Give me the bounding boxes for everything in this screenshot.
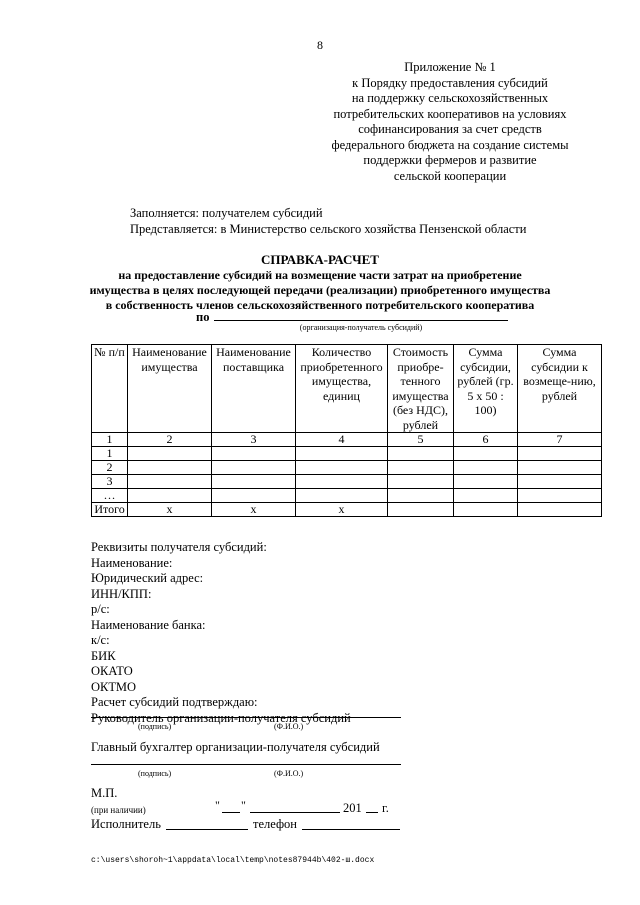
col-header: Сумма субсидии, рублей (гр. 5 х 50 : 100) [454,345,518,433]
requisite-line: Наименование: [91,555,173,570]
filled-by: Заполняется: получателем субсидий [130,206,323,220]
table-cell: 2 [92,461,128,475]
table-cell[interactable] [518,447,602,461]
po-label: по [196,310,210,324]
recipient-requisites [91,540,351,726]
organization-field[interactable] [214,320,508,321]
col-header: Количество приобретенного имущества, единиц [296,345,388,433]
accountant-sign-caption: (подпись) [138,769,172,778]
submitted-to: Представляется: в Министерство сельского хозяйства Пензенской области [130,222,527,236]
col-number: 2 [128,433,212,447]
subtitle-line: имущества в целях последующей передачи (реализации) приобретенного имущества [89,283,551,297]
table-cell: Итого [92,503,128,517]
date-quote-close: " [241,798,246,812]
executor-label: Исполнитель [91,817,161,831]
requisite-line: к/с: [91,633,110,647]
column-number-row [92,433,602,447]
table-row [92,447,602,461]
requisite-line: ОКАТО [91,664,133,678]
accountant-signature-line[interactable] [91,764,401,765]
col-number: 6 [454,433,518,447]
table-header-row [92,345,602,433]
table-cell[interactable] [296,489,388,503]
subtitle-line: на предоставление субсидий на возмещение части затрат на приобретение [118,268,522,282]
year-suffix: г. [382,801,389,815]
organization-caption: (организация-получатель субсидий) [299,323,423,332]
col-header: Сумма субсидии к возмеще-нию, рублей [518,345,602,433]
requisite-line: р/с: [91,602,110,616]
table-cell: … [92,489,128,503]
col-number: 4 [296,433,388,447]
table-cell[interactable] [388,503,454,517]
requisite-line: БИК [91,648,116,663]
chief-accountant-label: Главный бухгалтер организации-получателя субсидий [91,740,380,754]
appendix-line: на поддержку сельскохозяйственных [351,91,549,105]
month-field[interactable] [250,812,340,813]
page-number: 8 [317,38,323,52]
table-cell[interactable] [388,489,454,503]
document-title: СПРАВКА-РАСЧЕТ [261,252,379,267]
requisite-line: Юридический адрес: [91,571,204,585]
appendix-line: Приложение № 1 [404,60,496,74]
table-cell: 1 [92,447,128,461]
table-cell[interactable] [296,447,388,461]
appendix-line: сельской кооперации [393,168,507,183]
table-cell[interactable] [296,461,388,475]
document-subtitle [0,268,640,313]
col-header: Наименование поставщика [212,345,296,433]
table-cell[interactable] [128,447,212,461]
table-cell[interactable] [128,461,212,475]
table-cell[interactable] [212,475,296,489]
year-prefix: 201 [343,801,362,815]
table-cell[interactable] [454,461,518,475]
requisite-line: ОКТМО [91,679,136,694]
table-cell[interactable] [388,475,454,489]
appendix-line: потребительских кооперативов на условиях [333,106,567,121]
appendix-line: к Порядку предоставления субсидий [352,75,548,90]
table-cell[interactable] [518,475,602,489]
if-available-note: (при наличии) [91,805,146,815]
head-sign-caption: (подпись) [138,722,172,731]
table-cell[interactable] [128,475,212,489]
table-cell[interactable] [454,447,518,461]
table-cell[interactable] [212,489,296,503]
accountant-fio-caption: (Ф.И.О.) [274,769,304,778]
requisite-line: Расчет субсидий подтверждаю: [91,695,258,709]
calculation-table [91,344,602,517]
table-row [92,475,602,489]
file-path-footer: c:\users\shoroh~1\appdata\local\temp\notes87944b\402-ш.docx [91,856,375,865]
table-cell: х [128,503,212,517]
head-fio-caption: (Ф.И.О.) [274,722,304,731]
head-signature-line[interactable] [91,717,401,718]
requisite-line: Наименование банка: [91,617,206,632]
appendix-line: поддержки фермеров и развитие [363,153,537,167]
appendix-line: федерального бюджета на создание системы [331,137,569,152]
total-row [92,503,602,517]
phone-field[interactable] [302,829,400,830]
table-cell[interactable] [212,461,296,475]
table-cell[interactable] [296,475,388,489]
date-quote-open: " [215,798,220,812]
table-cell[interactable] [212,447,296,461]
year-field[interactable] [366,812,378,813]
table-cell: 3 [92,475,128,489]
requisite-line: Руководитель организации-получателя субсидий [91,710,351,725]
col-number: 1 [92,433,128,447]
appendix-header [330,60,570,184]
table-cell[interactable] [454,503,518,517]
table-cell[interactable] [388,447,454,461]
col-number: 5 [388,433,454,447]
col-header: Наименование имущества [128,345,212,433]
table-cell[interactable] [518,489,602,503]
table-row [92,489,602,503]
table-row [92,461,602,475]
day-field[interactable] [222,812,240,813]
table-cell: х [296,503,388,517]
stamp-label: М.П. [91,786,118,800]
table-cell[interactable] [454,489,518,503]
phone-label: телефон [253,817,297,831]
table-cell: х [212,503,296,517]
executor-field[interactable] [166,829,248,830]
col-header: Стоимость приобре-тенного имущества (без НДС), рублей [388,345,454,433]
table-cell[interactable] [128,489,212,503]
col-header: № п/п [92,345,128,433]
table-cell[interactable] [518,503,602,517]
requisite-line: Реквизиты получателя субсидий: [91,540,267,554]
appendix-line: софинансирования за счет средств [358,122,542,136]
table-cell[interactable] [388,461,454,475]
table-cell[interactable] [518,461,602,475]
requisite-line: ИНН/КПП: [91,586,152,601]
subtitle-line: в собственность членов сельскохозяйственного потребительского кооператива [105,298,535,312]
col-number: 3 [212,433,296,447]
table-cell[interactable] [454,475,518,489]
col-number: 7 [518,433,602,447]
